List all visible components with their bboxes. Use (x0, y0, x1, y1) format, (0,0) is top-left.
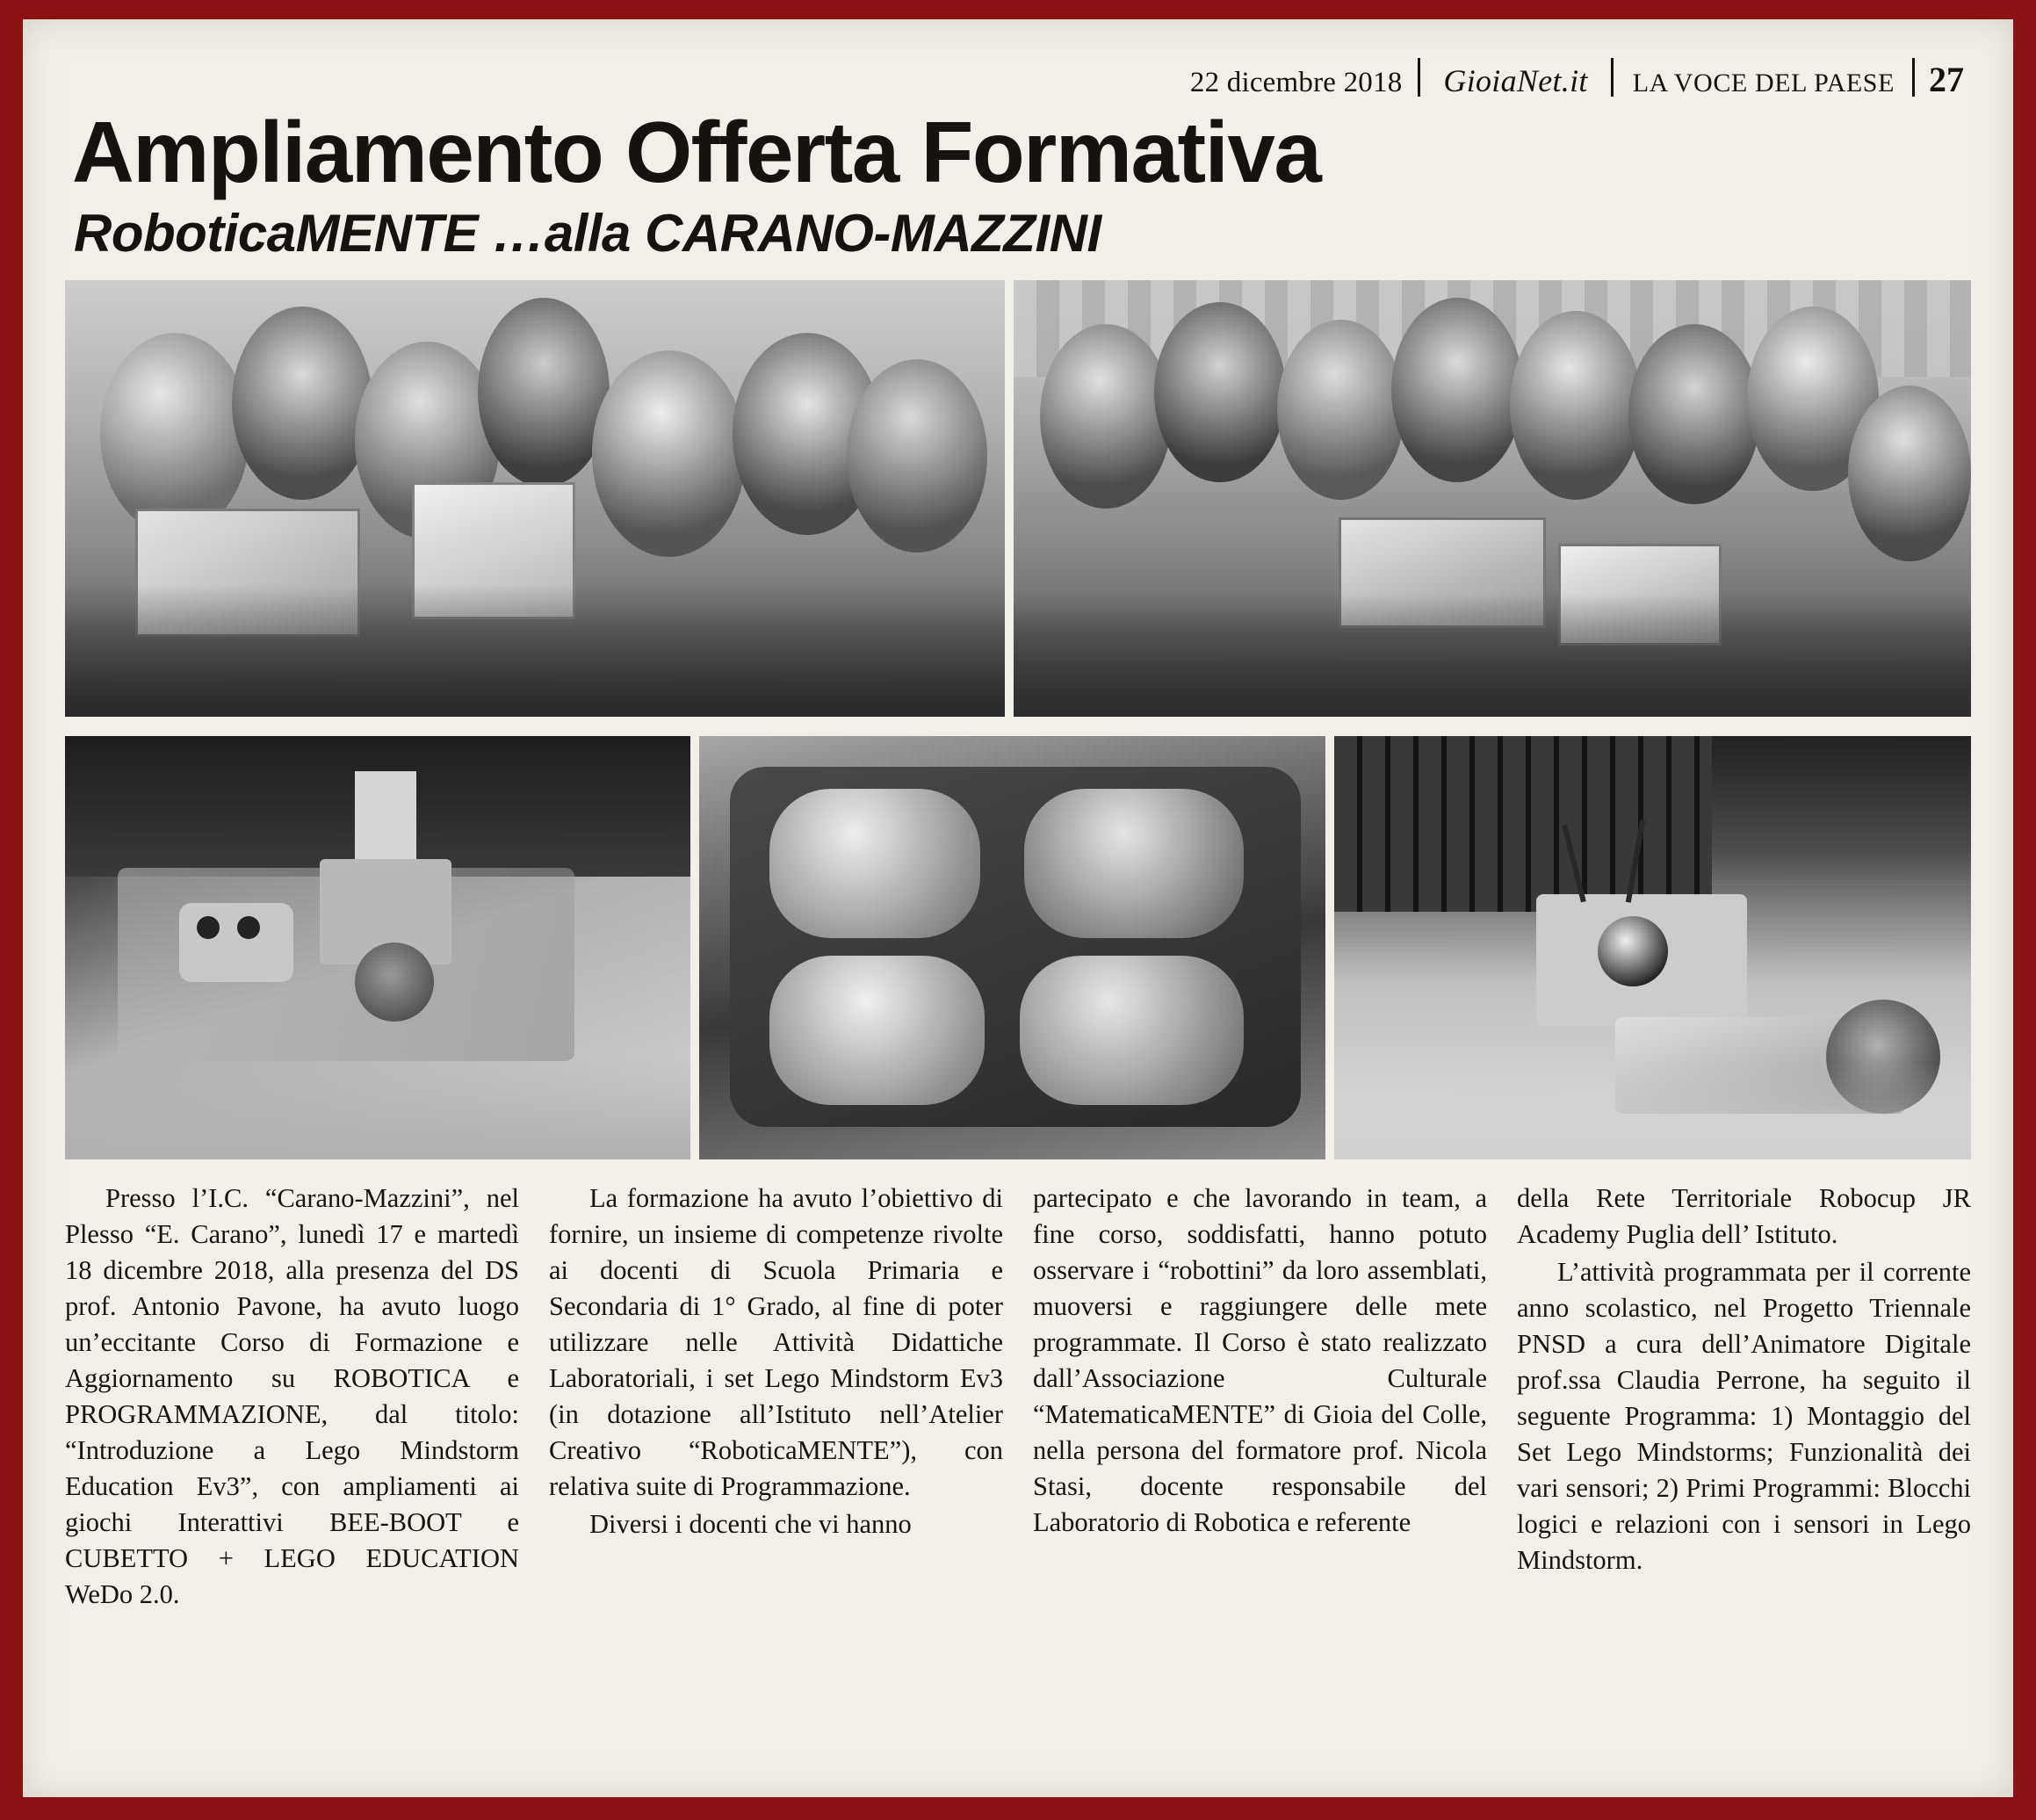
photo-row-bottom (65, 736, 1971, 1159)
photo-lego-robot-dog (65, 736, 690, 1159)
paragraph: della Rete Territoriale Robocup JR Academy Puglia dell’ Istituto. (1517, 1182, 1971, 1249)
paragraph: La formazione ha avuto l’obiettivo di fornire, un insieme di competenze rivolte ai docenti di Scuola Primaria e Secondaria di 1° Grado, al fine di poter utilizzare nelle Attività Didattiche Laboratoriali, i set Lego Mindstorm Ev3 (in dotazione all’Istituto nell’Atelier Creativo “RoboticaMENTE”), con relativa suite di Programmazione. (549, 1182, 1003, 1502)
photo-row-top (65, 280, 1971, 717)
newspaper-page (23, 19, 2013, 1797)
masthead-page-number: 27 (1929, 60, 1964, 99)
article-column-1 (65, 1181, 519, 1613)
article-column-4 (1517, 1181, 1971, 1613)
article-column-2 (549, 1181, 1003, 1613)
paragraph: partecipato e che lavorando in team, a fine corso, soddisfatti, hanno potuto osservare i “robottini” da loro assemblati, muoversi e raggiungere delle mete programmate. Il Corso è stato realizzato dall’Associazione Culturale “MatematicaMENTE” di Gioia del Colle, nella persona del formatore prof. Nicola Stasi, docente responsabile del Laboratorio di Robotica e referente (1033, 1182, 1487, 1538)
article-body (65, 1181, 1971, 1613)
article-headline: Ampliamento Offerta Formativa (72, 104, 1321, 200)
article-subheadline: RoboticaMENTE …alla CARANO-MAZZINI (74, 203, 1101, 263)
paragraph: Presso l’I.C. “Carano-Mazzini”, nel Plesso “E. Carano”, lunedì 17 e martedì 18 dicembre 2018, alla presenza del DS prof. Antonio Pavone, ha avuto luogo un’eccitante Corso di Formazione e Aggiornamento su ROBOTICA e PROGRAMMAZIONE, dal titolo: “Introduzione a Lego Mindstorm Education Ev3”, con ampliamenti ai giochi Interattivi BEE-BOOT e CUBETTO + LEGO EDUCATION WeDo 2.0. (65, 1182, 519, 1610)
paragraph: Diversi i docenti che vi hanno (589, 1509, 912, 1540)
masthead-date: 22 dicembre 2018 (1189, 67, 1403, 98)
masthead-divider-2 (1611, 58, 1614, 97)
group-photo-teachers-with-kits (65, 280, 1005, 717)
group-photo-teachers-classroom (1014, 280, 1971, 717)
masthead-site-name: GioiaNet.it (1443, 63, 1588, 98)
masthead-divider-3 (1912, 58, 1915, 97)
photo-beebot-robots-in-case (699, 736, 1325, 1159)
masthead-divider-1 (1418, 58, 1420, 97)
article-column-3 (1033, 1181, 1487, 1613)
photo-lego-wedo-robot-keyboard (1334, 736, 1971, 1159)
masthead (65, 53, 1971, 104)
paragraph: L’attività programmata per il corrente anno scolastico, nel Progetto Triennale PNSD a cura dell’Animatore Digitale prof.ssa Claudia Perrone, ha seguito il seguente Programma: 1) Montaggio del Set Lego Mindstorms; Funzionalità dei vari sensori; 2) Primi Programmi: Blocchi logici e relazioni con i sensori in Lego Mindstorm. (1517, 1256, 1971, 1576)
masthead-paper-name: LA VOCE DEL PAESE (1632, 69, 1895, 98)
